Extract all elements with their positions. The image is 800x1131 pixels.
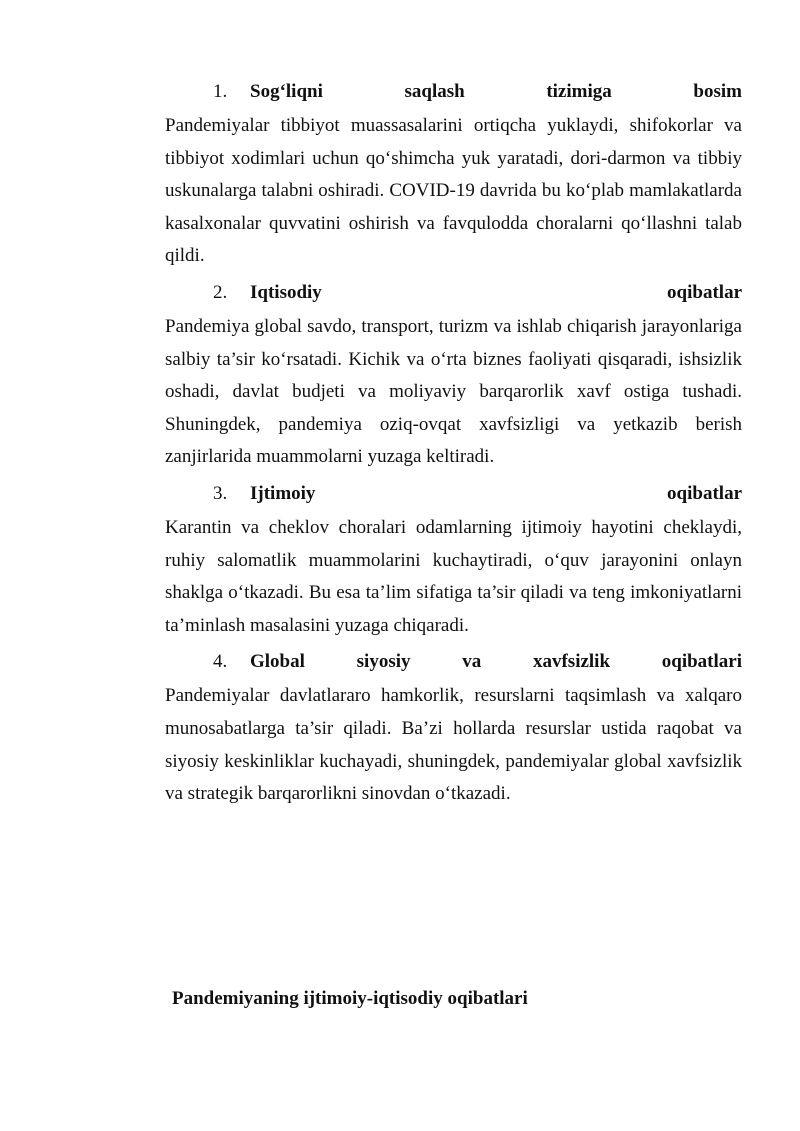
section-number: 2. (213, 281, 228, 303)
heading-word: Global (250, 651, 305, 673)
heading-word: tizimiga (546, 81, 612, 102)
heading-word: va (462, 651, 482, 673)
section-number: 3. (213, 482, 228, 504)
heading-word: siyosiy (356, 651, 411, 673)
section-body-4: Pandemiyalar davlatlararo hamkorlik, resurslarni taqsimlash va xalqaro munosabatlarga ta’sir qiladi. Ba’zi hollarda resurslar ustida raqobat va siyosiy keskinliklar kuchayadi, shuningdek, pandemiyalar global xavfsizlik va strategik barqarorlikni sinovdan o‘tkazadi. (165, 685, 742, 805)
section-body-1: Pandemiyalar tibbiyot muassasalarini ortiqcha yuklaydi, shifokorlar va tibbiyot xodimlari uchun qo‘shimcha yuk yaratadi, dori-darmon va tibbiy uskunalarga talabni oshiradi. COVID-19 davrida bu ko‘plab mamlakatlarda kasalxonalar quvvatini oshirish va favqulodda choralarni qo‘llashni talab qildi. (165, 115, 742, 267)
heading-word: oqibatlar (667, 281, 742, 303)
section-title (250, 478, 742, 510)
section-heading-1 (213, 76, 742, 108)
heading-word: Ijtimoiy (250, 482, 316, 504)
section-heading-4 (213, 646, 742, 678)
heading-word: xavfsizlik (532, 651, 611, 673)
section-body-2: Pandemiya global savdo, transport, turizm va ishlab chiqarish jarayonlariga salbiy ta’sir ko‘rsatadi. Kichik va o‘rta biznes faoliyati qisqaradi, ishsizlik oshadi, davlat budjeti va moliyaviy barqarorlik xavf ostiga tushadi. Shuningdek, pandemiya oziq-ovqat xavfsizligi va yetkazib berish zanjirlarida muammolarni yuzaga keltiradi. (165, 315, 742, 468)
heading-word: bosim (693, 81, 742, 102)
section-body-3: Karantin va cheklov choralari odamlarning ijtimoiy hayotini cheklaydi, ruhiy salomatlik muammolarini kuchaytiradi, o‘quv jarayonini onlayn shaklga o‘tkazadi. Bu esa ta’lim sifatiga ta’sir qiladi va teng imkoniyatlarni ta’minlash masalasini yuzaga chiqaradi. (165, 516, 742, 636)
section-number: 1. (213, 81, 228, 102)
heading-word: oqibatlari (661, 651, 742, 673)
section-number: 4. (213, 651, 228, 673)
closing-title: Pandemiyaning ijtimoiy-iqtisodiy oqibatlari (172, 988, 528, 1009)
heading-word: saqlash (404, 81, 465, 102)
section-heading-3 (213, 478, 742, 510)
heading-word: Iqtisodiy (250, 281, 322, 303)
heading-word: oqibatlar (667, 482, 742, 504)
section-title (250, 277, 742, 309)
section-title (250, 646, 742, 678)
heading-word: Sog‘liqni (250, 81, 323, 102)
section-heading-2 (213, 277, 742, 309)
section-title (250, 76, 742, 108)
